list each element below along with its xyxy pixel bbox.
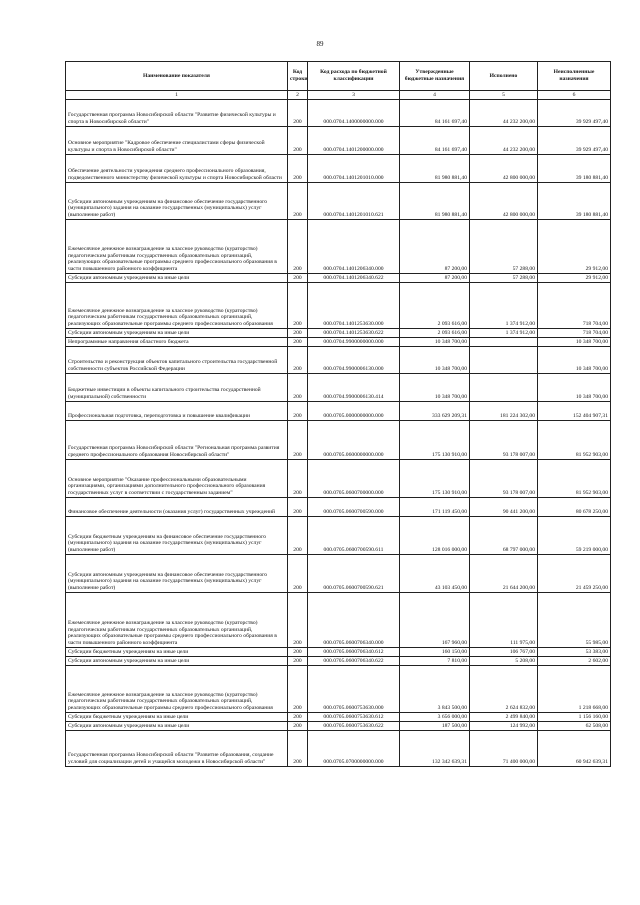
page-number: 89 <box>316 40 324 48</box>
row-line-code: 200 <box>288 593 308 648</box>
row-unexecuted: 39 929 497,40 <box>538 127 611 155</box>
table-row <box>66 402 611 421</box>
header-line-code: Код строки <box>288 62 308 91</box>
table-row <box>66 347 611 374</box>
row-expense-code: 000.0704.9900006130.000 <box>308 347 400 374</box>
row-line-code: 200 <box>288 421 308 460</box>
row-unexecuted: 39 180 881,40 <box>538 183 611 220</box>
row-unexecuted: 39 180 881,40 <box>538 155 611 183</box>
row-name: Финансовое обеспечение деятельности (оказания услуг) государственных учреждений <box>66 498 288 517</box>
row-line-code: 200 <box>288 555 308 593</box>
row-expense-code: 000.0705.0600700590.621 <box>308 555 400 593</box>
row-executed: 71 400 000,00 <box>470 731 538 767</box>
row-line-code: 200 <box>288 402 308 421</box>
row-expense-code: 000.0704.1401206340.000 <box>308 220 400 274</box>
row-approved: 2 093 616,00 <box>400 329 470 338</box>
row-expense-code: 000.0704.1401253630.000 <box>308 283 400 329</box>
row-unexecuted: 718 704,00 <box>538 283 611 329</box>
row-name: Основное мероприятие "Оказание профессиональными образовательными организациями, организациями дополнительного профессионального образования государственных услуг в соответствии с государственным заданием" <box>66 460 288 498</box>
row-executed: 2 624 832,00 <box>470 666 538 713</box>
column-number: 5 <box>470 91 538 100</box>
column-number: 1 <box>66 91 288 100</box>
row-line-code: 200 <box>288 127 308 155</box>
row-approved: 10 348 700,00 <box>400 347 470 374</box>
table-row <box>66 666 611 713</box>
table-row <box>66 648 611 657</box>
row-expense-code: 000.0705.0600706340.612 <box>308 648 400 657</box>
row-expense-code: 000.0704.9900000000.000 <box>308 338 400 347</box>
row-line-code: 200 <box>288 374 308 402</box>
row-executed: 44 232 200,00 <box>470 127 538 155</box>
row-approved: 132 342 639,31 <box>400 731 470 767</box>
table-row <box>66 713 611 722</box>
row-approved: 10 348 700,00 <box>400 338 470 347</box>
table-row <box>66 100 611 127</box>
row-expense-code: 000.0704.1401201010.000 <box>308 155 400 183</box>
table-row <box>66 220 611 274</box>
row-unexecuted: 1 218 668,00 <box>538 666 611 713</box>
row-line-code: 200 <box>288 183 308 220</box>
row-expense-code: 000.0705.0600753630.622 <box>308 722 400 731</box>
row-expense-code: 000.0704.1401206340.622 <box>308 274 400 283</box>
row-name: Строительство и реконструкция объектов капитального строительства государственной собственности субъектов Российской Федерации <box>66 347 288 374</box>
row-unexecuted: 39 929 497,40 <box>538 100 611 127</box>
row-line-code: 200 <box>288 666 308 713</box>
row-line-code: 200 <box>288 338 308 347</box>
row-approved: 3 843 500,00 <box>400 666 470 713</box>
row-line-code: 200 <box>288 347 308 374</box>
row-name: Ежемесячное денежное вознаграждение за классное руководство (кураторство) педагогическим работникам государственных образовательных организаций, реализующих образовательные программы среднего профессионального образования <box>66 283 288 329</box>
row-expense-code: 000.0704.1401201010.621 <box>308 183 400 220</box>
row-executed: 21 644 200,00 <box>470 555 538 593</box>
row-name: Бюджетные инвестиции в объекты капитального строительства государственной (муниципальной) собственности <box>66 374 288 402</box>
header-expense-code: Код расхода по бюджетной классификации <box>308 62 400 91</box>
row-name: Субсидии автономным учреждениям на финансовое обеспечение государственного (муниципального) задания на оказание государственных (муниципальных) услуг (выполнение работ) <box>66 183 288 220</box>
row-name: Непрограммные направления областного бюджета <box>66 338 288 347</box>
column-number-row <box>66 91 611 100</box>
row-approved: 175 130 910,00 <box>400 460 470 498</box>
row-name: Профессиональная подготовка, переподготовка и повышение квалификации <box>66 402 288 421</box>
row-unexecuted: 1 156 160,00 <box>538 713 611 722</box>
row-approved: 3 656 000,00 <box>400 713 470 722</box>
row-name: Государственная программа Новосибирской области "Развитие образования, создание условий для социализации детей и учащейся молодежи в Новосибирской области" <box>66 731 288 767</box>
table-row <box>66 517 611 555</box>
row-executed: 90 441 200,00 <box>470 498 538 517</box>
header-row <box>66 62 611 91</box>
row-approved: 87 200,00 <box>400 274 470 283</box>
row-name: Субсидии автономным учреждениям на иные цели <box>66 657 288 666</box>
row-executed: 5 208,00 <box>470 657 538 666</box>
row-executed: 2 499 840,00 <box>470 713 538 722</box>
row-approved: 81 980 881,40 <box>400 183 470 220</box>
row-approved: 128 016 000,00 <box>400 517 470 555</box>
table-row <box>66 657 611 666</box>
row-name: Государственная программа Новосибирской области "Региональная программа развития среднего профессионального образования Новосибирской области" <box>66 421 288 460</box>
row-line-code: 200 <box>288 155 308 183</box>
row-expense-code: 000.0705.0000000000.000 <box>308 402 400 421</box>
row-line-code: 200 <box>288 498 308 517</box>
row-unexecuted: 59 219 000,00 <box>538 517 611 555</box>
row-approved: 171 119 450,00 <box>400 498 470 517</box>
row-executed <box>470 374 538 402</box>
table-row <box>66 274 611 283</box>
row-executed: 42 800 000,00 <box>470 183 538 220</box>
table-row <box>66 329 611 338</box>
row-line-code: 200 <box>288 274 308 283</box>
table-row <box>66 555 611 593</box>
row-expense-code: 000.0705.0600700590.000 <box>308 498 400 517</box>
table-row <box>66 374 611 402</box>
row-approved: 81 980 881,40 <box>400 155 470 183</box>
row-unexecuted: 29 912,00 <box>538 220 611 274</box>
row-name: Субсидии бюджетным учреждениям на иные цели <box>66 648 288 657</box>
table-row <box>66 731 611 767</box>
row-expense-code: 000.0705.0600000000.000 <box>308 421 400 460</box>
row-line-code: 200 <box>288 648 308 657</box>
row-approved: 7 810,00 <box>400 657 470 666</box>
row-unexecuted: 10 348 700,00 <box>538 338 611 347</box>
row-name: Субсидии автономным учреждениям на иные цели <box>66 274 288 283</box>
row-approved: 84 161 697,40 <box>400 127 470 155</box>
table-row <box>66 283 611 329</box>
row-name: Субсидии автономным учреждениям на иные цели <box>66 329 288 338</box>
table-row <box>66 593 611 648</box>
table-row <box>66 338 611 347</box>
row-executed <box>470 347 538 374</box>
row-executed: 44 232 200,00 <box>470 100 538 127</box>
row-approved: 187 500,00 <box>400 722 470 731</box>
row-line-code: 200 <box>288 283 308 329</box>
row-expense-code: 000.0705.0600700590.611 <box>308 517 400 555</box>
row-unexecuted: 2 602,00 <box>538 657 611 666</box>
row-unexecuted: 62 508,00 <box>538 722 611 731</box>
row-executed: 68 797 000,00 <box>470 517 538 555</box>
row-executed: 1 374 912,00 <box>470 283 538 329</box>
row-executed: 93 178 007,00 <box>470 460 538 498</box>
row-name: Субсидии бюджетным учреждениям на иные цели <box>66 713 288 722</box>
table-row <box>66 421 611 460</box>
row-executed: 93 178 007,00 <box>470 421 538 460</box>
row-line-code: 200 <box>288 713 308 722</box>
row-name: Ежемесячное денежное вознаграждение за классное руководство (кураторство) педагогическим работникам государственных образовательных организаций, реализующих образовательные программы среднего профессионального образования <box>66 666 288 713</box>
row-executed: 181 224 302,00 <box>470 402 538 421</box>
row-expense-code: 000.0704.9900006130.414 <box>308 374 400 402</box>
table-row <box>66 498 611 517</box>
row-name: Обеспечение деятельности учреждения среднего профессионального образования, подведомственного министерству физической культуры и спорта Новосибирской области <box>66 155 288 183</box>
row-expense-code: 000.0705.0600753630.612 <box>308 713 400 722</box>
row-approved: 2 093 616,00 <box>400 283 470 329</box>
row-approved: 87 200,00 <box>400 220 470 274</box>
header-indicator-name: Наименование показателя <box>66 62 288 91</box>
table-row <box>66 127 611 155</box>
row-expense-code: 000.0704.1401253630.622 <box>308 329 400 338</box>
row-name: Государственная программа Новосибирской области "Развитие физической культуры и спорта в Новосибирской области" <box>66 100 288 127</box>
row-executed: 124 992,00 <box>470 722 538 731</box>
row-name: Ежемесячное денежное вознаграждение за классное руководство (кураторство) педагогическим работникам государственных образовательных организаций, реализующих образовательные программы среднего профессионального образования в части повышенного районного коэффициента <box>66 593 288 648</box>
row-approved: 10 348 700,00 <box>400 374 470 402</box>
row-unexecuted: 81 952 903,00 <box>538 460 611 498</box>
row-unexecuted: 60 942 639,31 <box>538 731 611 767</box>
row-expense-code: 000.0704.1400000000.000 <box>308 100 400 127</box>
row-unexecuted: 29 912,00 <box>538 274 611 283</box>
row-approved: 167 960,00 <box>400 593 470 648</box>
row-executed <box>470 338 538 347</box>
table-row <box>66 460 611 498</box>
row-approved: 160 150,00 <box>400 648 470 657</box>
row-executed: 106 767,00 <box>470 648 538 657</box>
row-name: Основное мероприятие "Кадровое обеспечение специалистами сферы физической культуры и спорта в Новосибирской области" <box>66 127 288 155</box>
header-unexecuted: Неисполненные назначения <box>538 62 611 91</box>
column-number: 4 <box>400 91 470 100</box>
row-executed: 1 374 912,00 <box>470 329 538 338</box>
table-row <box>66 183 611 220</box>
row-expense-code: 000.0705.0600706340.622 <box>308 657 400 666</box>
row-expense-code: 000.0705.0600700000.000 <box>308 460 400 498</box>
row-unexecuted: 152 404 907,31 <box>538 402 611 421</box>
row-executed: 42 800 000,00 <box>470 155 538 183</box>
row-approved: 84 161 697,40 <box>400 100 470 127</box>
row-line-code: 200 <box>288 329 308 338</box>
table-row <box>66 722 611 731</box>
table-body <box>66 100 611 767</box>
row-expense-code: 000.0705.0700000000.000 <box>308 731 400 767</box>
row-line-code: 200 <box>288 722 308 731</box>
row-unexecuted: 10 348 700,00 <box>538 374 611 402</box>
header-executed: Исполнено <box>470 62 538 91</box>
row-executed: 57 288,00 <box>470 274 538 283</box>
column-number: 3 <box>308 91 400 100</box>
column-number: 2 <box>288 91 308 100</box>
header-approved: Утвержденные бюджетные назначения <box>400 62 470 91</box>
row-executed: 57 288,00 <box>470 220 538 274</box>
row-approved: 175 130 910,00 <box>400 421 470 460</box>
row-line-code: 200 <box>288 220 308 274</box>
column-number: 6 <box>538 91 611 100</box>
row-expense-code: 000.0704.1401200000.000 <box>308 127 400 155</box>
row-unexecuted: 81 952 903,00 <box>538 421 611 460</box>
row-executed: 111 975,00 <box>470 593 538 648</box>
budget-execution-table <box>65 61 611 767</box>
row-unexecuted: 80 678 250,00 <box>538 498 611 517</box>
table-row <box>66 155 611 183</box>
row-expense-code: 000.0705.0600753630.000 <box>308 666 400 713</box>
row-name: Субсидии автономным учреждениям на иные цели <box>66 722 288 731</box>
row-line-code: 200 <box>288 731 308 767</box>
row-unexecuted: 21 459 250,00 <box>538 555 611 593</box>
row-name: Ежемесячное денежное вознаграждение за классное руководство (кураторство) педагогическим работникам государственных образовательных организаций, реализующих образовательные программы среднего профессионального образования в части повышенного районного коэффициента <box>66 220 288 274</box>
row-unexecuted: 55 985,00 <box>538 593 611 648</box>
row-approved: 333 629 209,31 <box>400 402 470 421</box>
row-unexecuted: 53 383,00 <box>538 648 611 657</box>
row-line-code: 200 <box>288 517 308 555</box>
row-unexecuted: 718 704,00 <box>538 329 611 338</box>
row-expense-code: 000.0705.0600706340.000 <box>308 593 400 648</box>
row-line-code: 200 <box>288 460 308 498</box>
row-line-code: 200 <box>288 657 308 666</box>
row-line-code: 200 <box>288 100 308 127</box>
row-name: Субсидии автономным учреждениям на финансовое обеспечение государственного (муниципального) задания на оказание государственных (муниципальных) услуг (выполнение работ) <box>66 555 288 593</box>
row-approved: 43 103 450,00 <box>400 555 470 593</box>
row-name: Субсидии бюджетным учреждениям на финансовое обеспечение государственного (муниципального) задания на оказание государственных (муниципальных) услуг (выполнение работ) <box>66 517 288 555</box>
row-unexecuted: 10 348 700,00 <box>538 347 611 374</box>
